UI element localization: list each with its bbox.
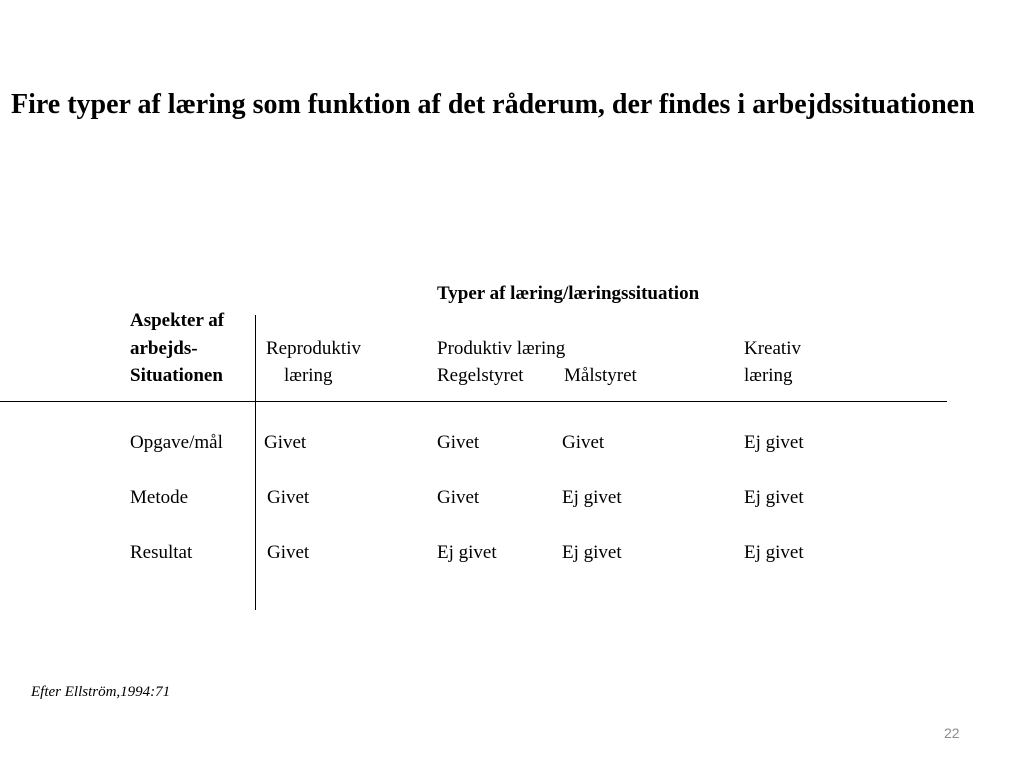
row-opgave-reproduktiv: Givet <box>264 432 307 453</box>
table-horizontal-rule <box>0 401 947 402</box>
column-header-maalstyret: Målstyret <box>564 365 637 386</box>
row-resultat-aspect: Resultat <box>130 542 193 563</box>
slide-title: Fire typer af læring som funktion af det råderum, der findes i arbejdssituationen <box>11 89 975 120</box>
column-header-reproduktiv-line-2: læring <box>284 365 333 386</box>
column-header-reproduktiv-line-1: Reproduktiv <box>266 338 361 359</box>
column-header-kreativ-line-2: læring <box>744 365 793 386</box>
row-resultat-regelstyret: Ej givet <box>437 542 497 563</box>
row-resultat-maalstyret: Ej givet <box>562 542 622 563</box>
row-metode-reproduktiv: Givet <box>267 487 310 508</box>
source-citation: Efter Ellström,1994:71 <box>31 684 171 700</box>
row-header-label-line-2: arbejds- <box>130 338 198 359</box>
row-opgave-kreativ: Ej givet <box>744 432 804 453</box>
page-number: 22 <box>944 725 960 741</box>
row-metode-regelstyret: Givet <box>437 487 480 508</box>
row-resultat-reproduktiv: Givet <box>267 542 310 563</box>
column-header-regelstyret: Regelstyret <box>437 365 524 386</box>
table-vertical-rule <box>255 315 256 610</box>
column-header-produktiv: Produktiv læring <box>437 338 566 359</box>
column-header-kreativ-line-1: Kreativ <box>744 338 801 359</box>
row-metode-kreativ: Ej givet <box>744 487 804 508</box>
row-metode-aspect: Metode <box>130 487 189 508</box>
row-header-label-line-1: Aspekter af <box>130 310 225 331</box>
row-metode-maalstyret: Ej givet <box>562 487 622 508</box>
row-header-label-line-3: Situationen <box>130 365 223 386</box>
row-resultat-kreativ: Ej givet <box>744 542 804 563</box>
row-opgave-aspect: Opgave/mål <box>130 432 223 453</box>
row-opgave-regelstyret: Givet <box>437 432 480 453</box>
table-super-header: Typer af læring/læringssituation <box>437 283 700 304</box>
row-opgave-maalstyret: Givet <box>562 432 605 453</box>
